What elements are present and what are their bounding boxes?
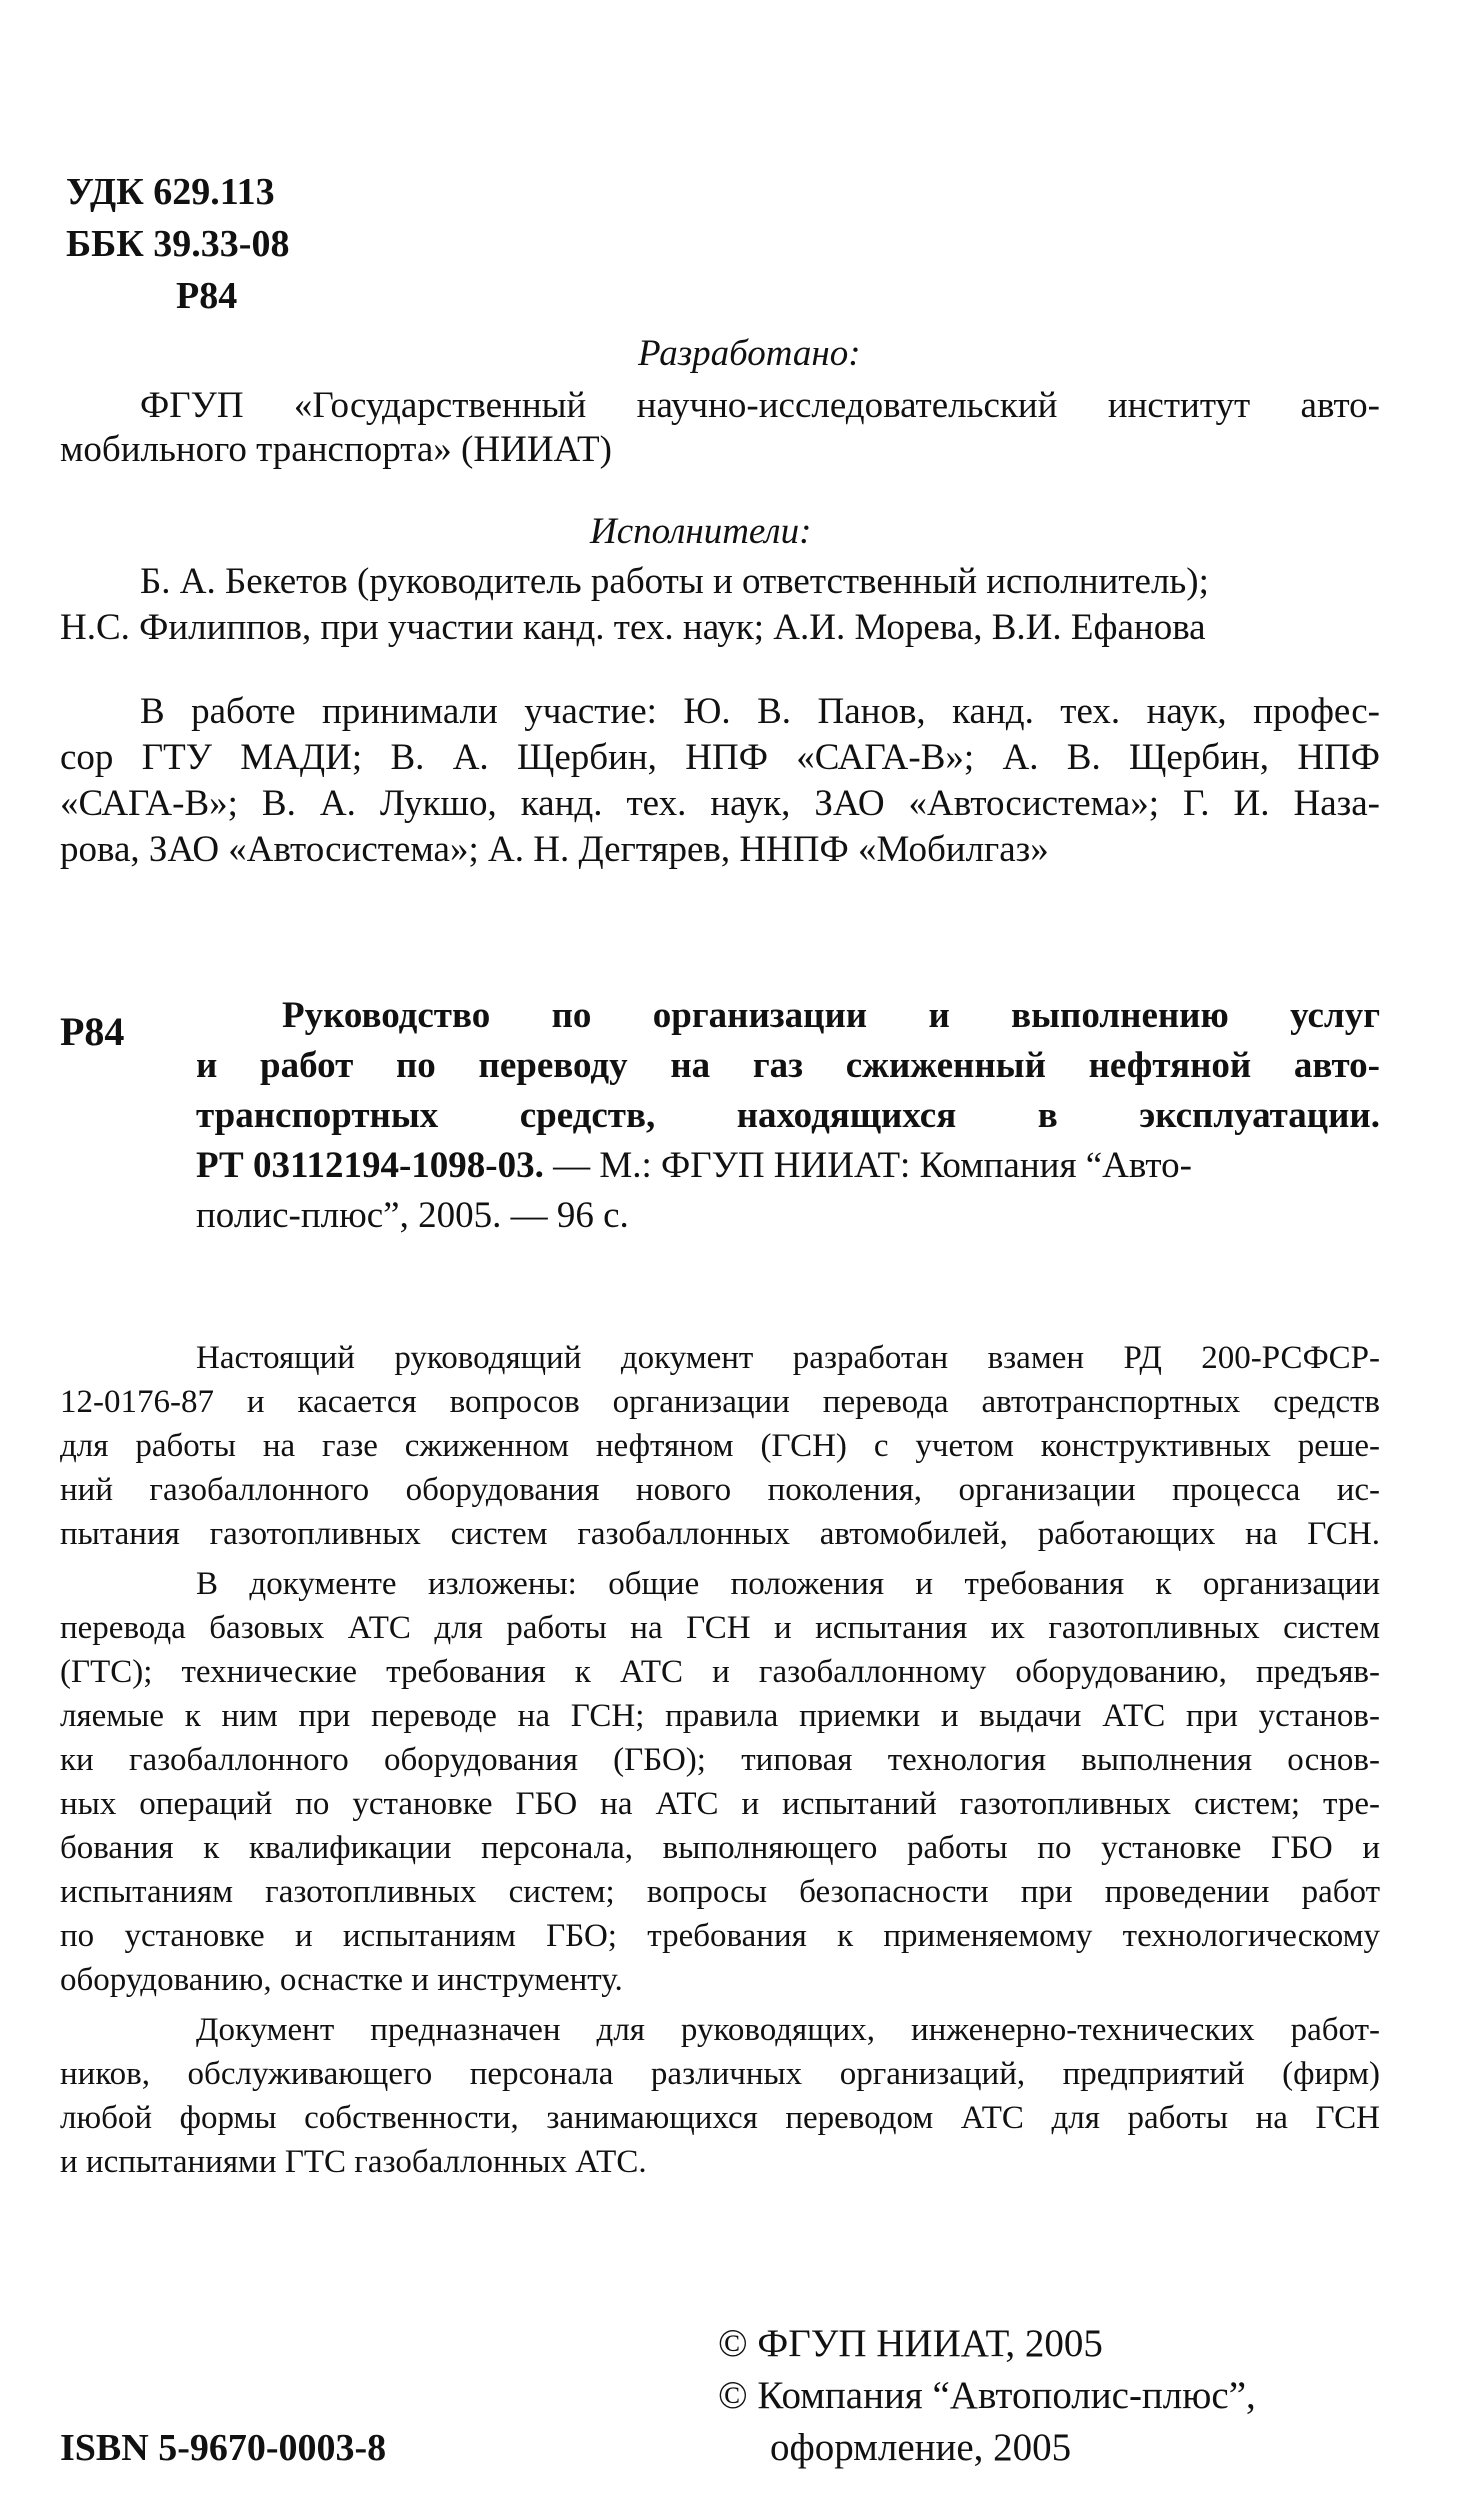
- abstract-line: ных операций по установке ГБО на АТС и испытаний газотопливных систем; тре-: [60, 1786, 1380, 1822]
- abstract-line: (ГТС); технические требования к АТС и газобаллонному оборудованию, предъяв-: [60, 1654, 1380, 1690]
- abstract-line: для работы на газе сжиженном нефтяном (ГСН) с учетом конструктивных реше-: [60, 1428, 1380, 1464]
- abstract-line: Настоящий руководящий документ разработан взамен РД 200-РСФСР-: [196, 1340, 1380, 1376]
- copyright-design: оформление, 2005: [770, 2426, 1072, 2469]
- bbk-code: ББК 39.33-08: [66, 223, 290, 265]
- udk-code: УДК 629.113: [66, 171, 275, 213]
- abstract-line: ников, обслуживающего персонала различных организаций, предприятий (фирм): [60, 2056, 1380, 2092]
- participants-line-3: «САГА-В»; В. А. Лукшо, канд. тех. наук, ЗАО «Автосистема»; Г. И. Наза-: [60, 783, 1380, 824]
- abstract-line: оборудованию, оснастке и инструменту.: [60, 1962, 623, 1998]
- participants-line-1: В работе принимали участие: Ю. В. Панов, канд. тех. наук, профес-: [140, 691, 1380, 732]
- abstract-line: ний газобаллонного оборудования нового поколения, организации процесса ис-: [60, 1472, 1380, 1508]
- bib-title-line-1: Руководство по организации и выполнению услуг: [282, 995, 1380, 1036]
- author-mark: Р84: [176, 275, 238, 317]
- participants-line-4: рова, ЗАО «Автосистема»; А. Н. Дегтярев, ННПФ «Мобилгаз»: [60, 829, 1049, 870]
- isbn: ISBN 5-9670-0003-8: [60, 2427, 387, 2469]
- abstract-line: ляемые к ним при переводе на ГСН; правила приемки и выдачи АТС при установ-: [60, 1698, 1380, 1734]
- abstract-line: испытаниям газотопливных систем; вопросы безопасности при проведении работ: [60, 1874, 1380, 1910]
- bib-publisher: — М.: ФГУП НИИАТ: Компания “Авто-: [543, 1145, 1192, 1186]
- abstract-line: и испытаниями ГТС газобаллонных АТС.: [60, 2144, 647, 2180]
- bib-publication-line: [196, 1144, 1192, 1188]
- abstract-line: В документе изложены: общие положения и требования к организации: [196, 1566, 1380, 1602]
- copyright-autopolis: © Компания “Автополис-плюс”,: [718, 2374, 1256, 2417]
- abstract-line: 12-0176-87 и касается вопросов организации перевода автотранспортных средств: [60, 1384, 1380, 1420]
- abstract-line: пытания газотопливных систем газобаллонных автомобилей, работающих на ГСН.: [60, 1516, 1380, 1552]
- developed-heading: Разработано:: [638, 333, 861, 374]
- performers-line-1: Б. А. Бекетов (руководитель работы и ответственный исполнитель);: [140, 561, 1209, 602]
- performers-line-2: Н.С. Филиппов, при участии канд. тех. наук; А.И. Морева, В.И. Ефанова: [60, 607, 1206, 648]
- abstract-line: Документ предназначен для руководящих, инженерно-технических работ-: [196, 2012, 1380, 2048]
- developed-line-1: ФГУП «Государственный научно-исследовательский институт авто-: [140, 385, 1380, 426]
- bib-code: РТ 03112194-1098-03.: [196, 1145, 544, 1186]
- abstract-line: ки газобаллонного оборудования (ГБО); типовая технология выполнения основ-: [60, 1742, 1380, 1778]
- bib-title-line-2: и работ по переводу на газ сжиженный нефтяной авто-: [196, 1045, 1380, 1086]
- bib-last-line: полис-плюс”, 2005. — 96 с.: [196, 1195, 629, 1236]
- abstract-line: любой формы собственности, занимающихся переводом АТС для работы на ГСН: [60, 2100, 1380, 2136]
- abstract-line: перевода базовых АТС для работы на ГСН и испытания их газотопливных систем: [60, 1610, 1380, 1646]
- copyright-niiat: © ФГУП НИИАТ, 2005: [718, 2322, 1103, 2365]
- performers-heading: Исполнители:: [590, 511, 812, 552]
- developed-line-2: мобильного транспорта» (НИИАТ): [60, 429, 612, 470]
- participants-line-2: сор ГТУ МАДИ; В. А. Щербин, НПФ «САГА-В»; А. В. Щербин, НПФ: [60, 737, 1380, 778]
- bib-mark: Р84: [60, 1009, 125, 1054]
- bib-title-line-3: транспортных средств, находящихся в эксплуатации.: [196, 1095, 1380, 1136]
- abstract-line: бования к квалификации персонала, выполняющего работы по установке ГБО и: [60, 1830, 1380, 1866]
- abstract-line: по установке и испытаниям ГБО; требования к применяемому технологическому: [60, 1918, 1380, 1954]
